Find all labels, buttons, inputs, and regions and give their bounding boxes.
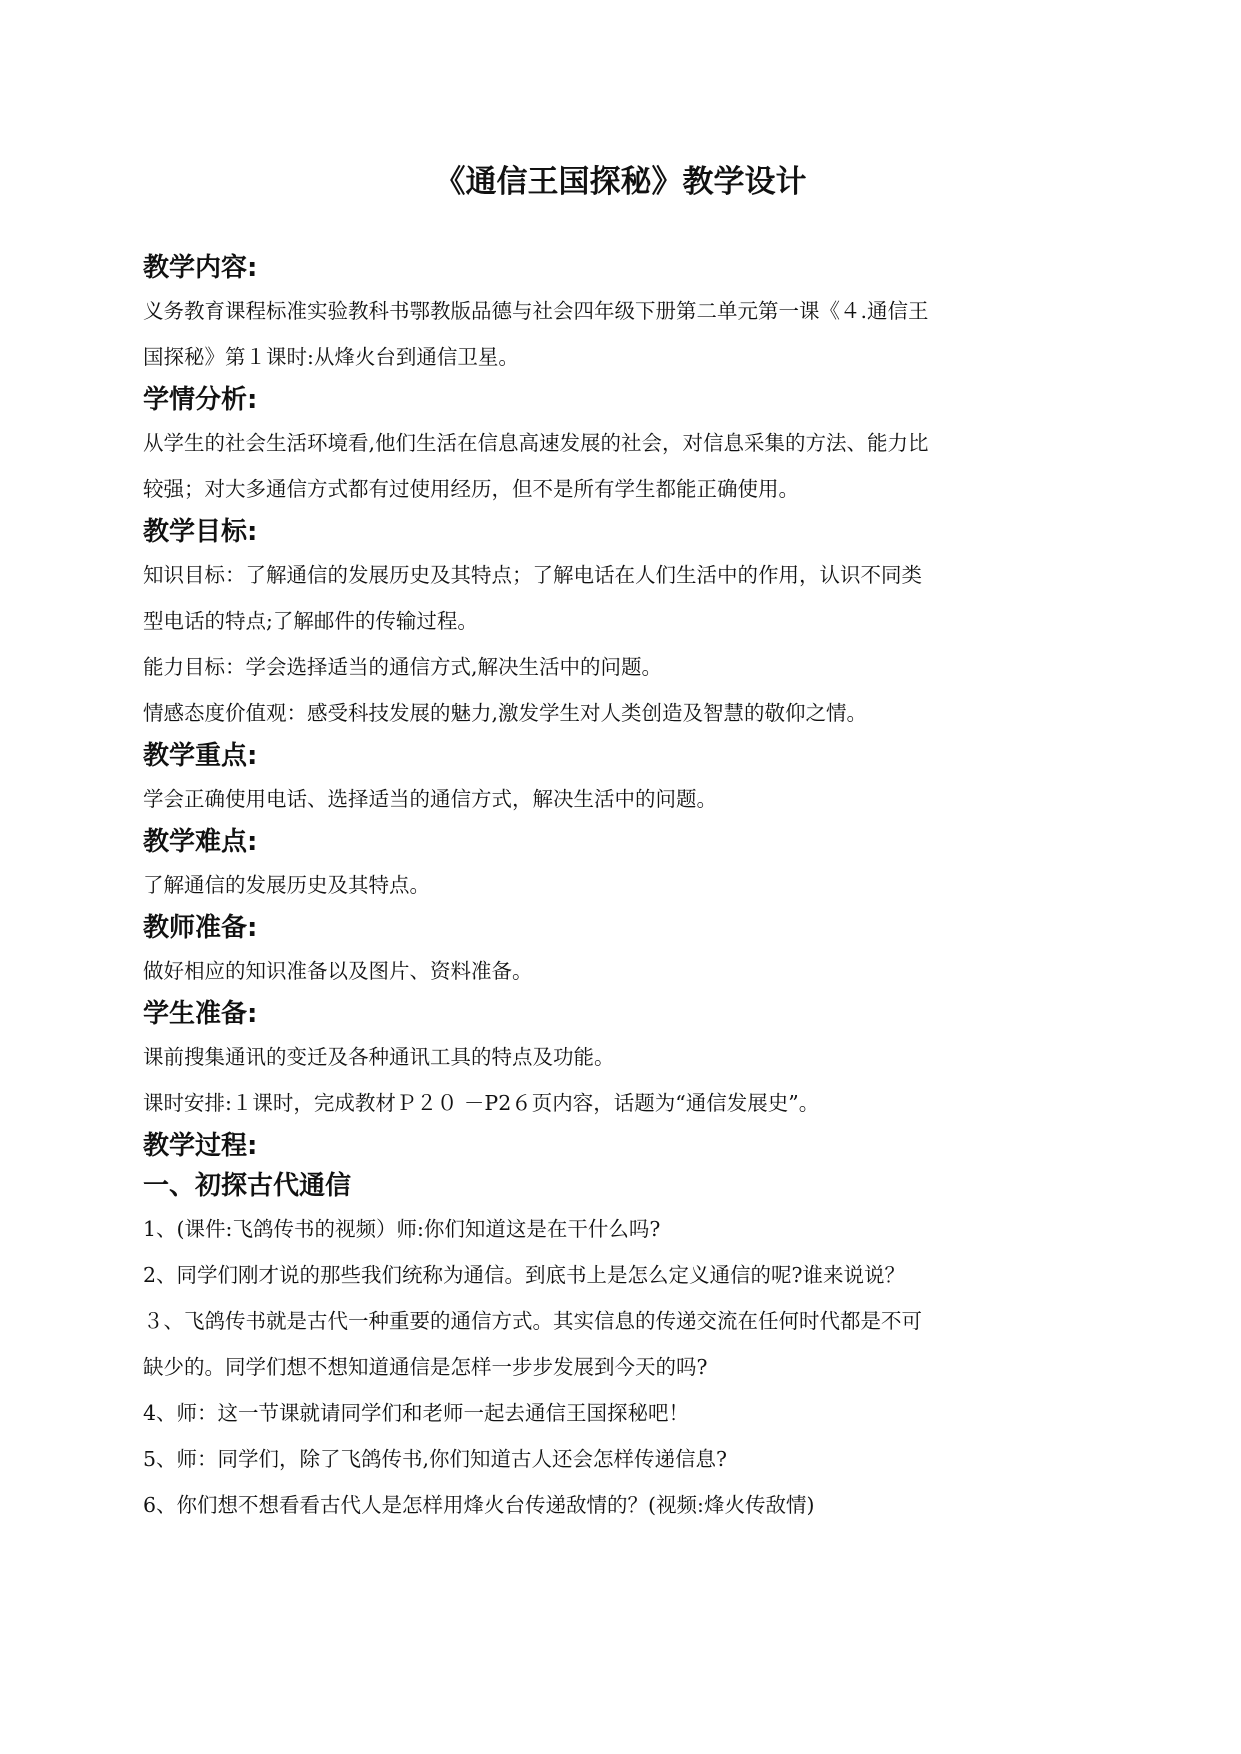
paragraph-line: 能力目标：学会选择适当的通信方式,解决生活中的问题。: [143, 655, 663, 679]
paragraph-line: 较强；对大多通信方式都有过使用经历，但不是所有学生都能正确使用。: [143, 477, 799, 501]
section-heading-difficult-points: 教学难点:: [143, 827, 258, 857]
document-body: [143, 248, 1103, 1528]
section-heading-teaching-objectives: 教学目标:: [143, 517, 258, 547]
list-item: 1、(课件:飞鸽传书的视频）师:你们知道这是在干什么吗?: [143, 1217, 661, 1241]
paragraph-line: 做好相应的知识准备以及图片、资料准备。: [143, 959, 533, 983]
paragraph-line: 课前搜集通讯的变迁及各种通讯工具的特点及功能。: [143, 1045, 615, 1069]
paragraph-line: 课时安排:１课时，完成教材Ｐ２０ －P2６页内容，话题为“通信发展史”。: [143, 1091, 820, 1115]
section-heading-teaching-content: 教学内容:: [143, 253, 258, 283]
subsection-heading-ancient-communication: 一、初探古代通信: [143, 1171, 352, 1201]
paragraph-line: 情感态度价值观：感受科技发展的魅力,激发学生对人类创造及智慧的敬仰之情。: [143, 701, 868, 725]
section-heading-student-analysis: 学情分析:: [143, 385, 258, 415]
section-heading-key-points: 教学重点:: [143, 741, 258, 771]
list-item: 2、同学们刚才说的那些我们统称为通信。到底书上是怎么定义通信的呢?谁来说说？: [143, 1263, 906, 1287]
paragraph-line: 型电话的特点;了解邮件的传输过程。: [143, 609, 478, 633]
paragraph-line: 学会正确使用电话、选择适当的通信方式，解决生活中的问题。: [143, 787, 717, 811]
paragraph-line: 义务教育课程标准实验教科书鄂教版品德与社会四年级下册第二单元第一课《４.通信王: [143, 299, 929, 323]
paragraph-line: 从学生的社会生活环境看,他们生活在信息高速发展的社会，对信息采集的方法、能力比: [143, 431, 929, 455]
paragraph-line: 国探秘》第１课时:从烽火台到通信卫星。: [143, 345, 519, 369]
section-heading-student-preparation: 学生准备:: [143, 999, 258, 1029]
paragraph-line: 知识目标：了解通信的发展历史及其特点；了解电话在人们生活中的作用，认识不同类: [143, 563, 922, 587]
list-item: 4、师：这一节课就请同学们和老师一起去通信王国探秘吧！: [143, 1401, 690, 1425]
list-item: 缺少的。同学们想不想知道通信是怎样一步步发展到今天的吗?: [143, 1355, 708, 1379]
section-heading-teacher-preparation: 教师准备:: [143, 913, 258, 943]
list-item: 5、师：同学们，除了飞鸽传书,你们知道古人还会怎样传递信息?: [143, 1447, 728, 1471]
paragraph-line: 了解通信的发展历史及其特点。: [143, 873, 430, 897]
section-heading-teaching-process: 教学过程:: [143, 1131, 258, 1161]
list-item: 6、你们想不想看看古代人是怎样用烽火台传递敌情的？(视频:烽火传敌情): [143, 1493, 815, 1517]
list-item: ３、飞鸽传书就是古代一种重要的通信方式。其实信息的传递交流在任何时代都是不可: [143, 1309, 922, 1333]
document-title: 《通信王国探秘》教学设计: [434, 164, 807, 200]
